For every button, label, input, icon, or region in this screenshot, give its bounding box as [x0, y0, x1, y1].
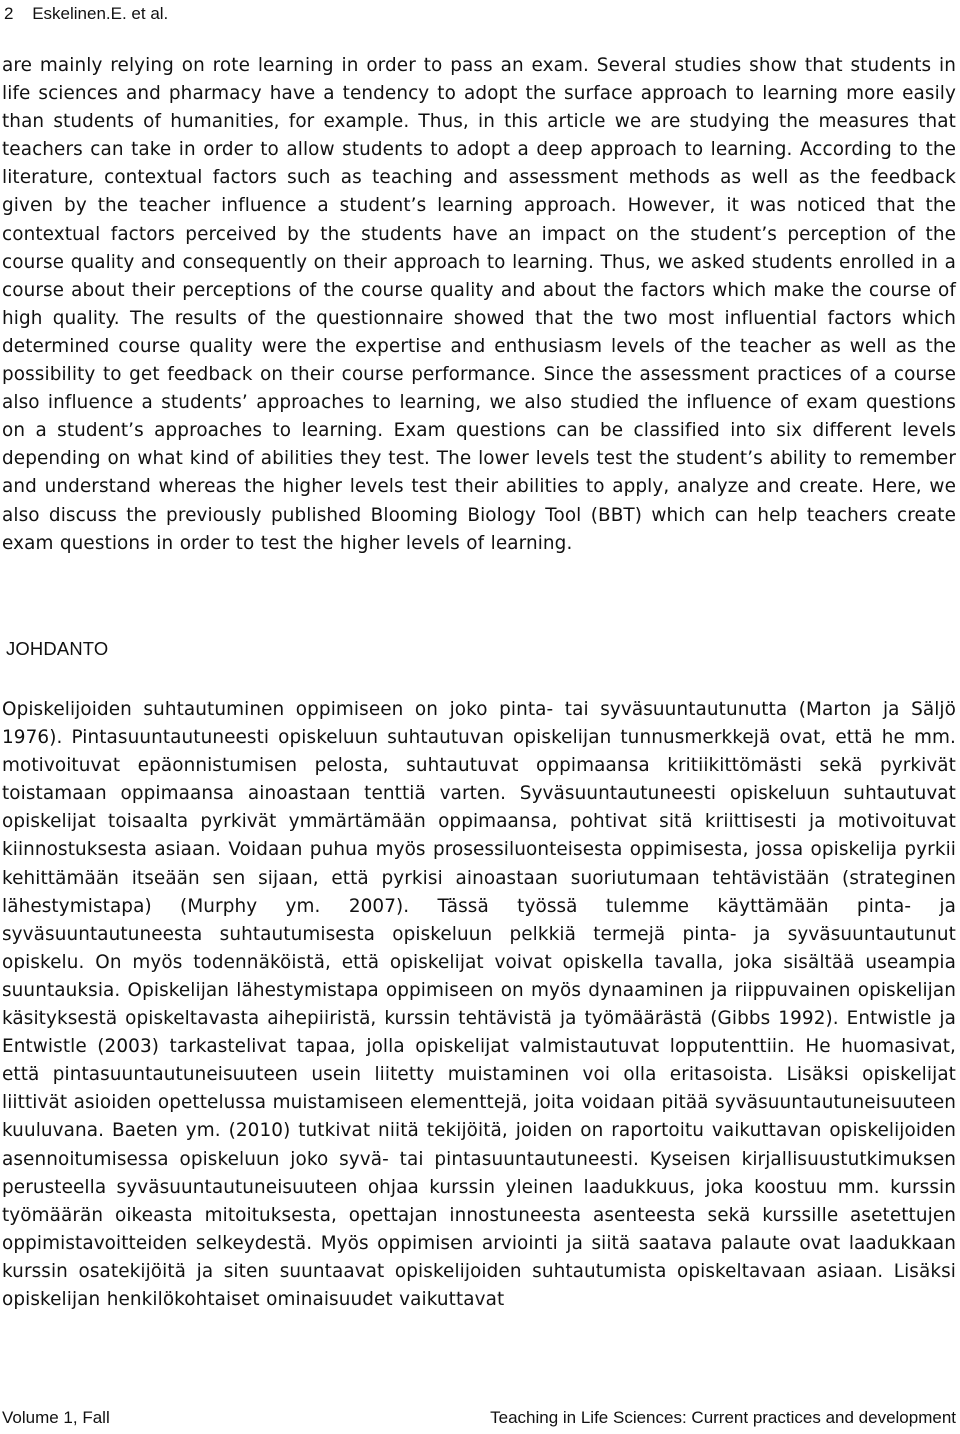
footer-journal-title: Teaching in Life Sciences: Current practices and development	[490, 1408, 956, 1427]
section-heading: JOHDANTO	[6, 638, 109, 659]
footer-volume: Volume 1, Fall	[2, 1408, 110, 1427]
introduction-paragraph: Opiskelijoiden suhtautuminen oppimiseen on joko pinta- tai syväsuuntautunutta (Marton ja Säljö 1976). Pintasuuntautuneesti opiskeluun suhtautuvan opiskelijan tunnusmerkkejä ovat, että he mm. motivoituvat epäonnistumisen pelosta, suhtautuvat oppimaansa kritiikittömästi sekä pyrkivät toistamaan oppimaansa ainoastaan tenttiä varten. Syväsuuntautuneesti opiskeluun suhtautuvat opiskelijat toisaalta pyrkivät ymmärtämään oppimaansa, pohtivat sitä kriittisesti ja motivoituvat kiinnostuksesta asiaan. Voidaan puhua myös prosessiluonteisesta oppimisesta, jossa opiskelija pyrkii kehittämään itseään sen sijaan, että pyrkisi ainoastaan suoriutumaan tehtävistään (strateginen lähestymistapa) (Murphy ym. 2007). Tässä työssä tulemme käyttämään pinta- ja syväsuuntautuneesta suhtautumisesta opiskeluun pelkkiä termejä pinta- ja syväsuuntautunut opiskelu. On myös todennäköistä, että opiskelijat voivat opiskella tavalla, joka sisältää useampia suuntauksia. Opiskelijan lähestymistapa oppimiseen on myös dynaaminen ja riippuvainen opiskelijan käsityksestä opiskeltavasta aihepiiristä, kurssin tehtävistä ja työmäärästä (Gibbs 1992). Entwistle ja Entwistle (2003) tarkastelivat tapaa, jolla opiskelijat valmistautuvat lopputenttiin. He huomasivat, että pintasuuntautuneisuuteen usein liitetty muistaminen voi olla eritasoista. Lisäksi opiskelijat liittivät asioiden opettelussa muistamiseen elementtejä, joita voidaan pitää syväsuuntautuneisuuteen kuuluvana. Baeten ym. (2010) tutkivat niitä tekijöitä, joiden on raportoitu vaikuttavan opiskelijoiden asennoitumisessa opiskeluun joko syvä- tai pintasuuntautuneesti. Kyseisen kirjallisuustutkimuksen perusteella syväsuuntautuneisuuteen ohjaa kurssin yleinen laadukkuus, joka koostuu mm. kurssin työmäärän oikeasta mitoituksesta, opettajan innostuneesta asenteesta sekä kurssille asetettujen oppimistavoitteiden selkeydestä. Myös oppimisen arviointi ja siitä saatava palaute ovat laadukkaan kurssin osatekijöitä ja siten suuntaavat opiskelijoiden suhtautumista opiskeltavaan asiaan. Lisäksi opiskelijan henkilökohtaiset ominaisuudet vaikuttavat	[2, 699, 956, 1310]
abstract-paragraph: are mainly relying on rote learning in order to pass an exam. Several studies show that students in life sciences and pharmacy have a tendency to adopt the surface approach to learning more easily than students of humanities, for example. Thus, in this article we are studying the measures that teachers can take in order to allow students to adopt a deep approach to learning. According to the literature, contextual factors such as teaching and assessment methods as well as the feedback given by the teacher influence a student’s learning approach. However, it was noticed that the contextual factors perceived by the students have an impact on the student’s perception of the course quality and consequently on their approach to learning. Thus, we asked students enrolled in a course about their perceptions of the course quality and about the factors which make the course of high quality. The results of the questionnaire showed that the two most influential factors which determined course quality were the expertise and enthusiasm levels of the teacher as well as the possibility to get feedback on their course performance. Since the assessment practices of a course also influence a students’ approaches to learning, we also studied the influence of exam questions on a student’s approaches to learning. Exam questions can be classified into six different levels depending on what kind of abilities they test. The lower levels test the student’s ability to remember and understand whereas the higher levels test their abilities to apply, analyze and create. Here, we also discuss the previously published Blooming Biology Tool (BBT) which can help teachers create exam questions in order to test the higher levels of learning.	[2, 55, 956, 554]
page-number: 2	[4, 4, 14, 23]
running-header	[4, 2, 168, 26]
page-footer	[0, 1406, 956, 1432]
author-line: Eskelinen.E. et al.	[32, 4, 169, 23]
